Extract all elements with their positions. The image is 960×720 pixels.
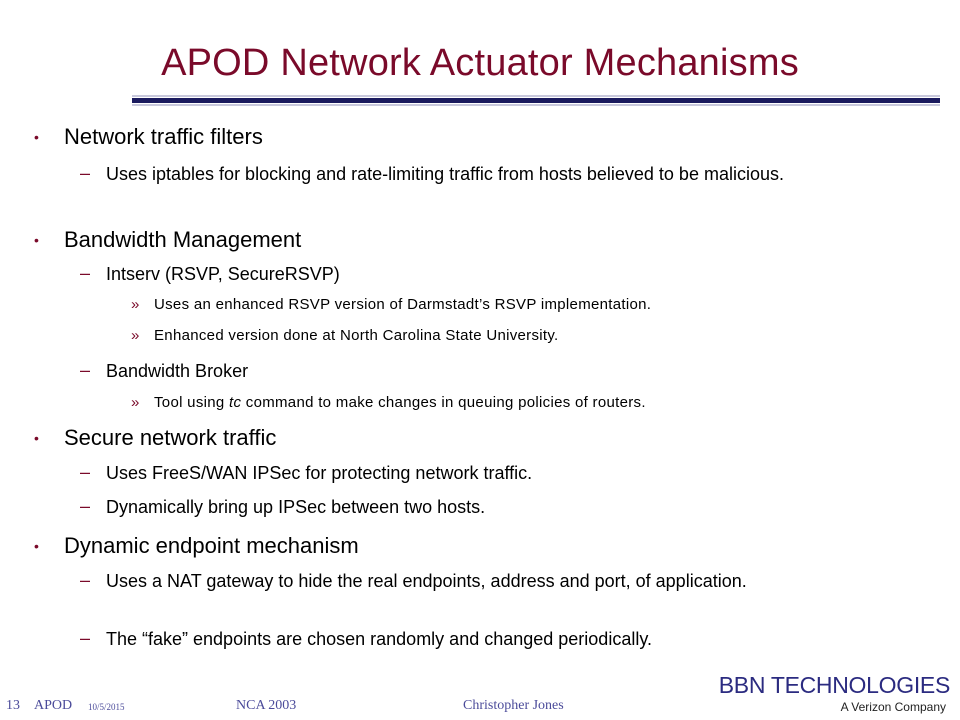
footer-author: Christopher Jones — [463, 698, 564, 713]
command-name: tc — [229, 394, 242, 411]
company-logo — [718, 672, 950, 718]
bullet-text: Enhanced version done at North Carolina State University. — [154, 327, 559, 344]
bullet-text: Bandwidth Broker — [106, 361, 249, 381]
bullet-text: Dynamically bring up IPSec between two hosts. — [106, 497, 486, 517]
text-segment: Tool using — [154, 394, 230, 411]
bullet-text: Uses FreeS/WAN IPSec for protecting network traffic. — [106, 463, 533, 483]
footer-date: 10/5/2015 — [88, 702, 125, 712]
bullet-text: Uses iptables for blocking and rate-limiting traffic from hosts believed to be malicious. — [106, 164, 784, 184]
bullet-marker: • — [34, 129, 39, 145]
text-segment: command to make changes in queuing policies of routers. — [241, 394, 646, 411]
bullet-text — [154, 394, 646, 411]
sub-marker: » — [131, 296, 140, 313]
footer-project: APOD — [34, 698, 73, 713]
bullet-text: Uses a NAT gateway to hide the real endpoints, address and port, of application. — [106, 571, 747, 591]
footer-event: NCA 2003 — [236, 698, 297, 713]
dash-marker: – — [80, 462, 91, 482]
sub-marker: » — [131, 394, 140, 411]
dash-marker: – — [80, 496, 91, 516]
bullet-text: The “fake” endpoints are chosen randomly and changed periodically. — [106, 629, 652, 649]
bullet-text: Dynamic endpoint mechanism — [64, 533, 359, 558]
bullet-marker: • — [34, 538, 39, 554]
logo-name: BBN TECHNOLOGIES — [718, 672, 950, 698]
slide-title: APOD Network Actuator Mechanisms — [161, 42, 799, 84]
bullet-text: Intserv (RSVP, SecureRSVP) — [106, 264, 340, 284]
slide-number: 13 — [6, 698, 20, 713]
dash-marker: – — [80, 360, 91, 380]
dash-marker: – — [80, 570, 91, 590]
sub-marker: » — [131, 327, 140, 344]
logo-tagline: A Verizon Company — [840, 700, 946, 714]
dash-marker: – — [80, 263, 91, 283]
bullet-marker: • — [34, 430, 39, 446]
dash-marker: – — [80, 163, 91, 183]
bullet-text: Network traffic filters — [64, 124, 263, 149]
bullet-text: Secure network traffic — [64, 425, 277, 450]
bullet-text: Uses an enhanced RSVP version of Darmstadt’s RSVP implementation. — [154, 296, 652, 313]
dash-marker: – — [80, 628, 91, 648]
bullet-text: Bandwidth Management — [64, 227, 302, 252]
bullet-marker: • — [34, 232, 39, 248]
